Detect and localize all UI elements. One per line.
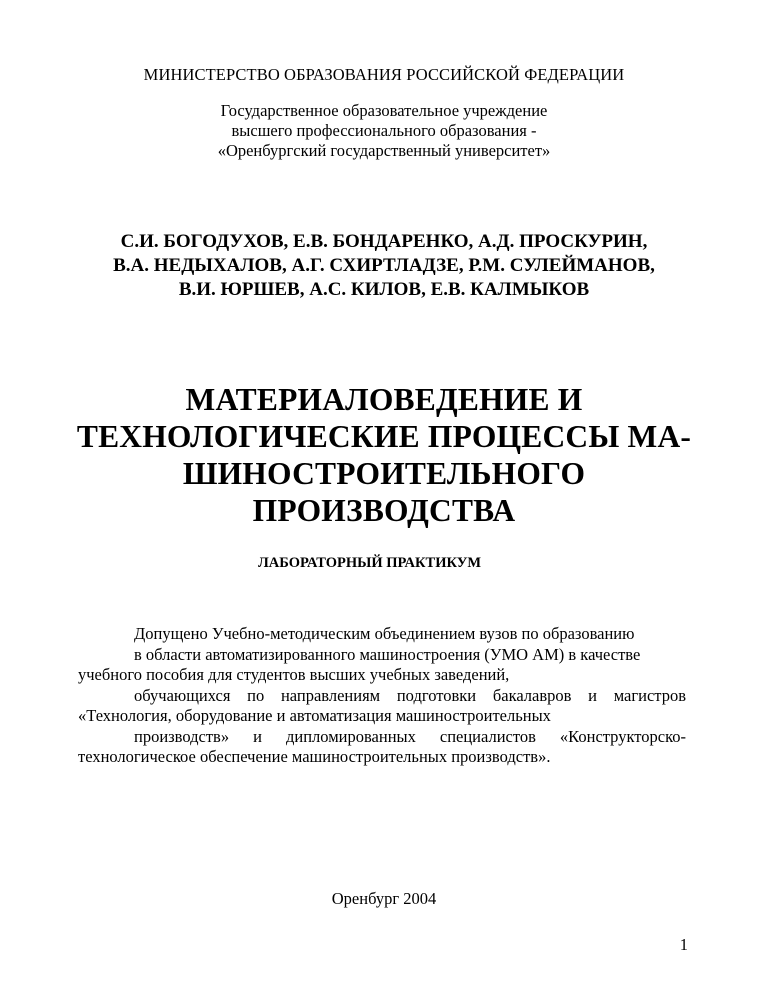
approval-line: в области автоматизированного машиностроения (УМО АМ) в качестве [134,644,641,664]
authors-block [0,230,768,302]
approval-line: технологическое обеспечение машиностроительных производств». [78,747,551,766]
book-title [0,381,768,529]
institution-line: «Оренбургский государственный университет» [217,141,551,160]
institution-line: Государственное образовательное учреждение [220,101,548,120]
approval-line: производств» и дипломированных специалистов «Конструкторско- [134,726,686,746]
ministry-name: МИНИСТЕРСТВО ОБРАЗОВАНИЯ РОССИЙСКОЙ ФЕДЕРАЦИИ [143,65,625,84]
page-number: 1 [679,935,688,954]
approval-statement [78,624,686,768]
institution-block [0,101,768,161]
authors-line: В.А. НЕДЫХАЛОВ, А.Г. СХИРТЛАДЗЕ, Р.М. СУЛЕЙМАНОВ, [113,255,655,276]
city-year: Оренбург 2004 [331,889,437,908]
authors-line: С.И. БОГОДУХОВ, Е.В. БОНДАРЕНКО, А.Д. ПРОСКУРИН, [120,231,648,252]
book-subtitle: ЛАБОРАТОРНЫЙ ПРАКТИКУМ [258,555,482,571]
title-line: ТЕХНОЛОГИЧЕСКИЕ ПРОЦЕССЫ МА- [76,419,692,454]
approval-line: Допущено Учебно-методическим объединением вузов по образованию [134,624,635,643]
approval-line: обучающихся по направлениям подготовки бакалавров и магистров [134,685,686,705]
title-line: МАТЕРИАЛОВЕДЕНИЕ И [185,382,583,417]
approval-line: учебного пособия для студентов высших учебных заведений, [78,665,510,684]
title-line: ПРОИЗВОДСТВА [252,493,516,528]
authors-line: В.И. ЮРШЕВ, А.С. КИЛОВ, Е.В. КАЛМЫКОВ [178,279,590,300]
institution-line: высшего профессионального образования - [231,121,537,140]
title-line: ШИНОСТРОИТЕЛЬНОГО [182,456,586,491]
approval-line: «Технология, оборудование и автоматизация машиностроительных [78,706,551,725]
